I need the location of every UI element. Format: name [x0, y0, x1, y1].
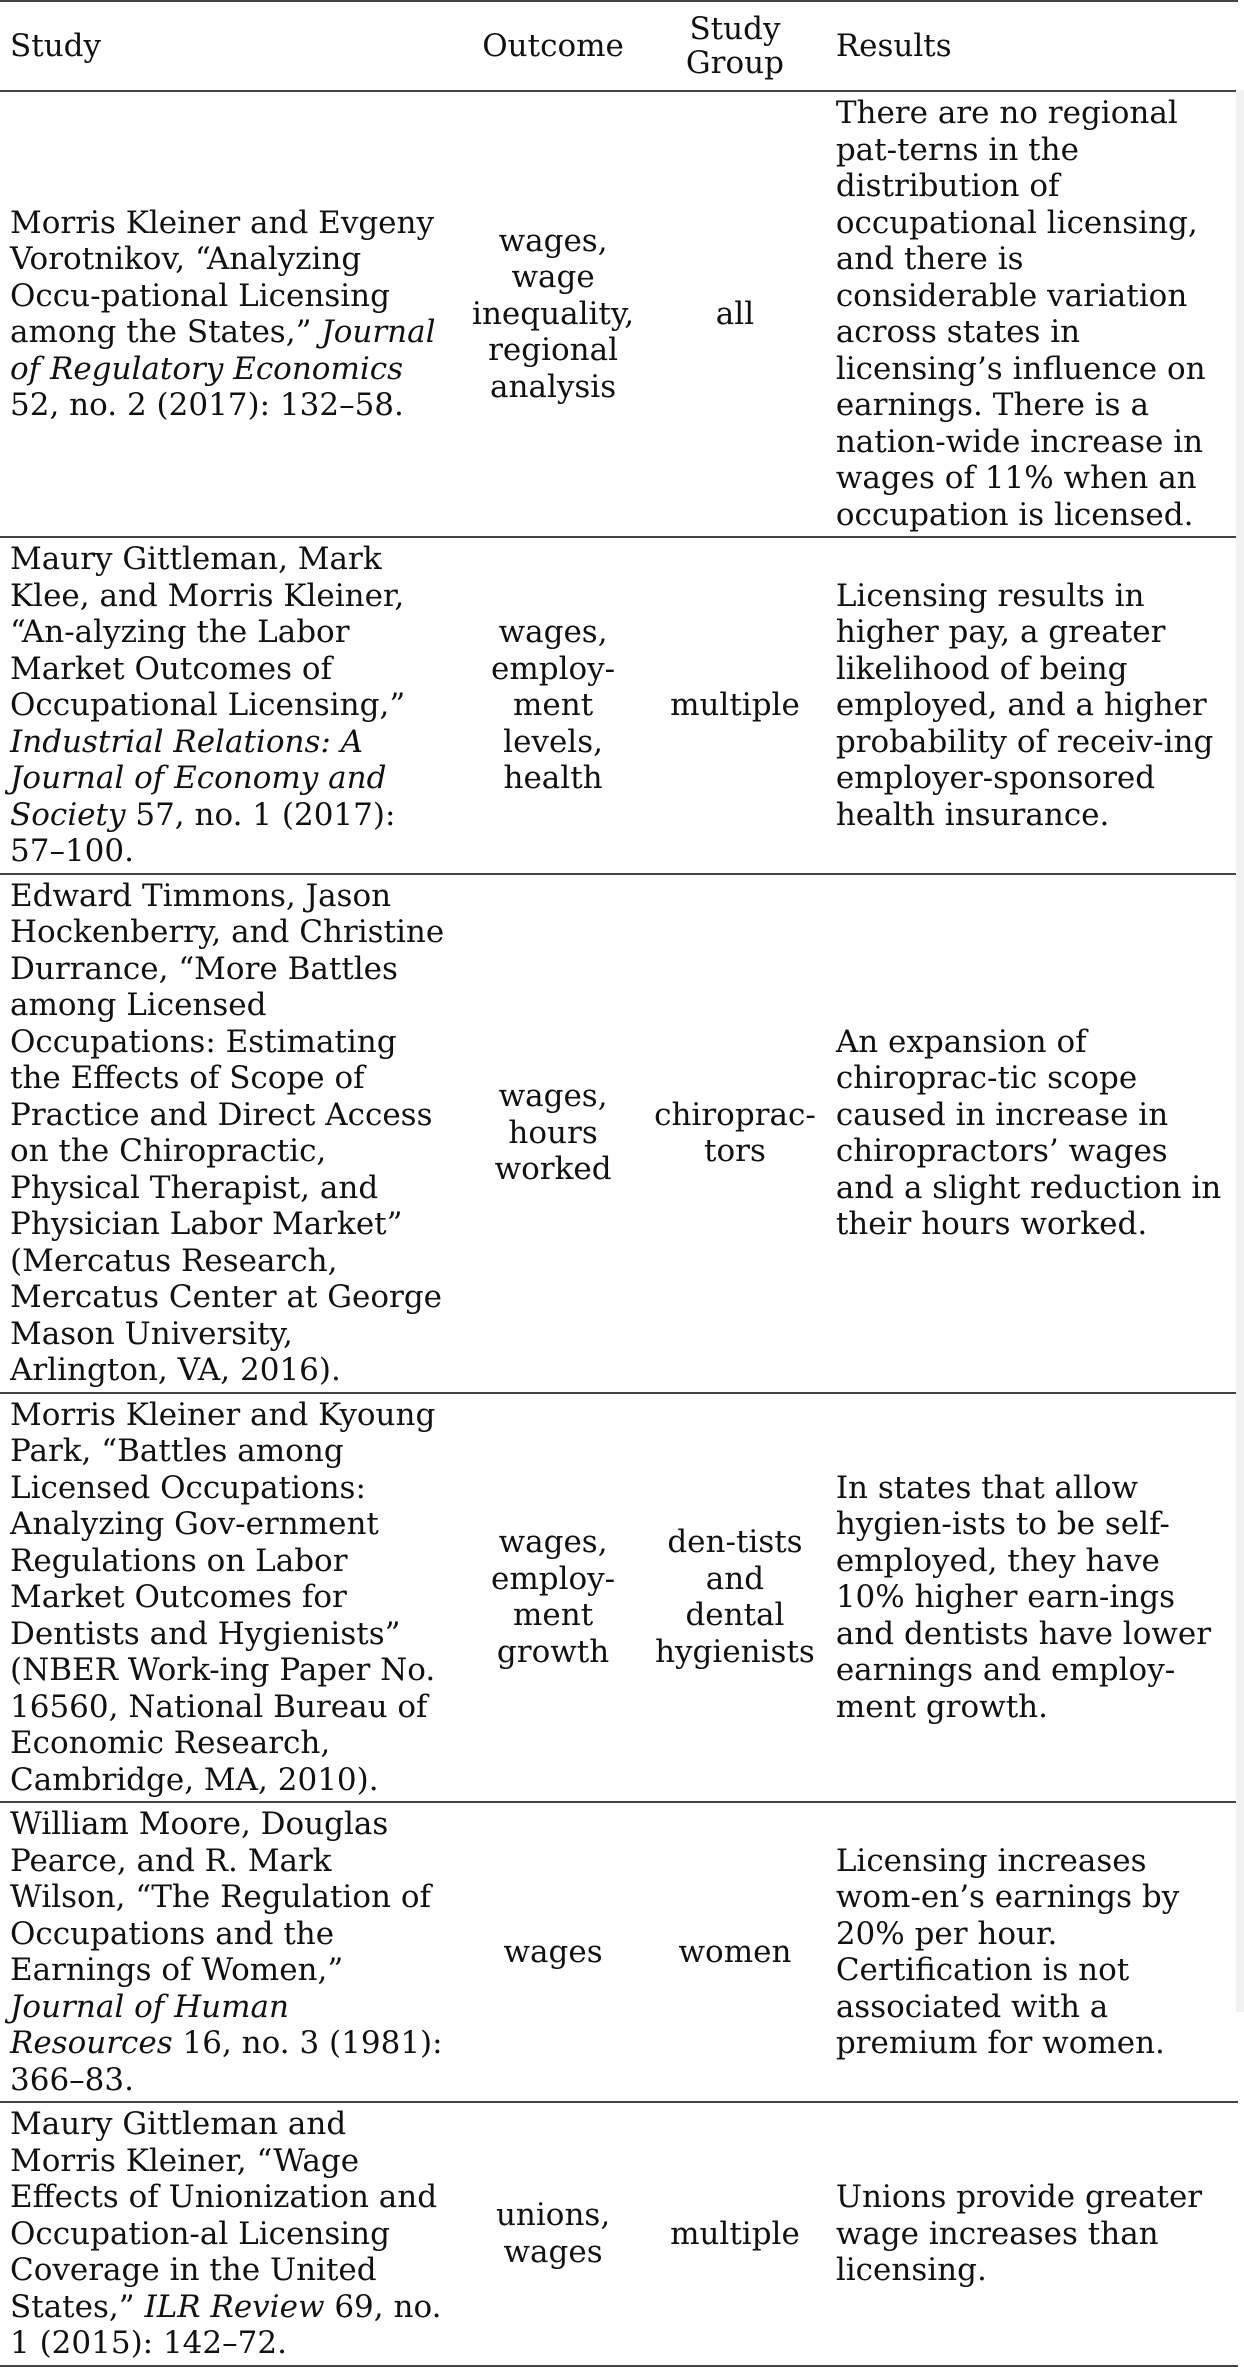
header-study: Study [0, 1, 462, 91]
results-cell: In states that allow hygien-ists to be self-employed, they have 10% higher earn-ings and dentists have lower earnings and employ-ment growth. [826, 1393, 1238, 1803]
outcome-cell: wages, wage inequality, regional analysis [462, 91, 644, 537]
citation-text: Maury Gittleman and Morris Kleiner, “Wage Effects of Unionization and Occupation-al Licensing Coverage in the United States,” [10, 2106, 438, 2325]
citation-text: Morris Kleiner and Evgeny Vorotnikov, “Analyzing Occu-pational Licensing among the States,” [10, 204, 434, 350]
study-citation [0, 1802, 462, 2102]
study-group-cell: chiroprac-tors [644, 874, 826, 1393]
citation-details: 57, no. 1 (2017): 57–100. [10, 796, 396, 869]
study-citation [0, 1393, 462, 1803]
journal-title: ILR Review [144, 2288, 325, 2325]
header-results: Results [826, 1, 1238, 91]
table-row [0, 1393, 1238, 1803]
table-body [0, 91, 1238, 2366]
table-row [0, 2102, 1238, 2366]
outcome-cell: unions, wages [462, 2102, 644, 2366]
table-row [0, 1802, 1238, 2102]
study-group-cell: all [644, 91, 826, 537]
table-row [0, 537, 1238, 874]
citation-details: 52, no. 2 (2017): 132–58. [10, 387, 404, 423]
study-group-cell: women [644, 1802, 826, 2102]
results-cell: There are no regional pat-terns in the distribution of occupational licensing, and there is considerable variation across states in licensing’s influence on earnings. There is a nation-wide increase in wages of 11% when an occupation is licensed. [826, 91, 1238, 537]
results-cell: Licensing increases wom-en’s earnings by 20% per hour. Certification is not associated with a premium for women. [826, 1802, 1238, 2102]
study-group-cell: multiple [644, 2102, 826, 2366]
citation-details: 69, no. 1 (2015): 142–72. [10, 2288, 442, 2361]
journal-title: Journal of Human Resources [10, 1988, 289, 2061]
header-study-group: Study Group [644, 1, 826, 91]
journal-title: Journal of Regulatory Economics [10, 314, 436, 387]
outcome-cell: wages [462, 1802, 644, 2102]
citation-text: William Moore, Douglas Pearce, and R. Mark Wilson, “The Regulation of Occupations and the Earnings of Women,” [10, 1806, 431, 1988]
table-row [0, 874, 1238, 1393]
citation-details: 16, no. 3 (1981): 366–83. [10, 2025, 443, 2098]
results-cell: An expansion of chiroprac-tic scope caused in increase in chiropractors’ wages and a slight reduction in their hours worked. [826, 874, 1238, 1393]
study-citation [0, 874, 462, 1393]
study-citation [0, 2102, 462, 2366]
results-cell: Unions provide greater wage increases than licensing. [826, 2102, 1238, 2366]
study-citation [0, 537, 462, 874]
table-header [0, 1, 1238, 91]
outcome-cell: wages, employ-ment levels, health [462, 537, 644, 874]
outcome-cell: wages, employ-ment growth [462, 1393, 644, 1803]
citation-text: Maury Gittleman, Mark Klee, and Morris Kleiner, “An-alyzing the Labor Market Outcomes of Occupational Licensing,” [10, 541, 406, 723]
page-edge-shadow [1236, 90, 1244, 2012]
study-group-cell: den-tists and dental hygienists [644, 1393, 826, 1803]
study-group-cell: multiple [644, 537, 826, 874]
citation-text: Edward Timmons, Jason Hockenberry, and Christine Durrance, “More Battles among Licensed Occupations: Estimating the Effects of Scope of Practice and Direct Access on the Chiropractic, Physical Therapist, and Physician Labor Market” (Mercatus Research, Mercatus Center at George Mason University, Arlington, VA, 2016). [10, 877, 445, 1388]
header-outcome: Outcome [462, 1, 644, 91]
citation-text: Morris Kleiner and Kyoung Park, “Battles among Licensed Occupations: Analyzing Gov-ernment Regulations on Labor Market Outcomes for Dentists and Hygienists” (NBER Work-ing Paper No. 16560, National Bureau of Economic Research, Cambridge, MA, 2010). [10, 1396, 436, 1798]
table-row [0, 91, 1238, 537]
study-citation [0, 91, 462, 537]
header-row [0, 1, 1238, 91]
outcome-cell: wages, hours worked [462, 874, 644, 1393]
results-cell: Licensing results in higher pay, a greater likelihood of being employed, and a higher probability of receiv-ing employer-sponsored health insurance. [826, 537, 1238, 874]
journal-title: Industrial Relations: A Journal of Economy and Society [10, 723, 387, 833]
